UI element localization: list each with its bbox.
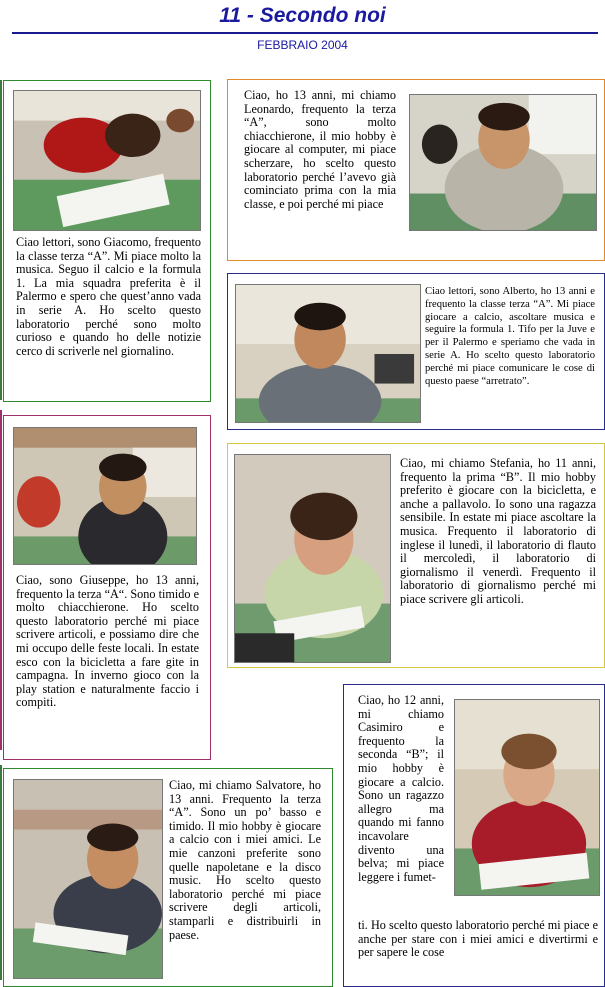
article-text-alberto: Ciao lettori, sono Alberto, ho 13 anni e frequento la classe terza “A”. Mi piace giocare a calcio, ascoltare musica e seguire la formula 1. Tifo per la Juve e per il Palermo e speriamo che vada in serie A. Ho scelto questo laboratorio perché mi piace comunicare le cose di questo paese “arretrato”. (425, 286, 595, 387)
article-text-salvatore: Ciao, mi chiamo Salvatore, ho 13 anni. Frequento la terza “A”. Sono un po’ basso e timido. Il mio hobby è giocare a calcio con i miei amici. Le mie canzoni preferite sono quelle napoletane e la disco music. Ho scelto questo laboratorio perché mi piace scrivere degli articoli, stamparli e distribuirli in paese. (169, 778, 321, 942)
article-text-stefania: Ciao, mi chiamo Stefania, ho 11 anni, frequento la prima “B”. Il mio hobby preferito è giocare con la bicicletta, e anche a pallavolo. Io sono una ragazza sensibile. In estate mi piace ascoltare la musica. Frequento il laboratorio di inglese il lunedì, il laboratorio di flauto il mercoledì, il laboratorio di giornalismo il venerdì. Frequento il laboratorio di giornalismo perché mi piace scrivere gli articoli. (400, 456, 596, 606)
article-text-giuseppe: Ciao, sono Giuseppe, ho 13 anni, frequento la terza “A“. Sono timido e molto chiacchierone. Ho scelto questo laboratorio perché mi piace scrivere articoli, e possiamo dire che mi occupo delle feste locali. In estate esco con la bicicletta a fare gite in campagna. In inverno gioco con la play station e naturalmente faccio i compiti. (16, 573, 199, 710)
photo-stefania (234, 454, 391, 663)
photo-giuseppe (13, 427, 197, 565)
article-text-casimiro-bottom: ti. Ho scelto questo laboratorio perché mi piace e anche per stare con i miei amici e divertirmi e per sapere le cose (358, 918, 598, 960)
photo-alberto (235, 284, 421, 423)
article-text-leonardo: Ciao, ho 13 anni, mi chiamo Leonardo, frequento la terza “A”, sono molto chiacchierone, il mio hobby è giocare al computer, mi piace scherzare, ho scelto questo laboratorio perché l’avevo già cominciato prima con la mia classe, e poi perché mi piace (244, 88, 396, 211)
article-leonardo (227, 79, 605, 261)
page-title: 11 - Secondo noi (219, 4, 386, 27)
photo-casimiro (454, 699, 600, 896)
article-giuseppe (3, 415, 211, 760)
article-giacomo (3, 80, 211, 402)
issue-date: FEBBRAIO 2004 (257, 38, 348, 52)
article-salvatore (3, 768, 333, 987)
photo-salvatore (13, 779, 163, 979)
left-edge-strip (0, 80, 2, 400)
article-text-casimiro-top: Ciao, ho 12 anni, mi chiamo Casimiro e frequento la seconda “B”; il mio hobby è giocare a calcio. Sono un ragazzo allegro ma quando mi fanno incavolare divento una belva; mi piace leggere i fumet- (358, 693, 444, 884)
article-casimiro (343, 684, 605, 987)
article-stefania (227, 443, 605, 668)
photo-giacomo (13, 90, 201, 231)
photo-leonardo (409, 94, 597, 231)
article-alberto (227, 273, 605, 430)
title-rule (12, 32, 598, 34)
left-edge-strip (0, 765, 2, 980)
left-edge-strip (0, 410, 2, 750)
article-text-giacomo: Ciao lettori, sono Giacomo, frequento la classe terza “A”. Mi piace molto la musica. Seguo il calcio e la formula 1. La mia squadra preferita è il Palermo e spero che quest’anno vada in serie A. Ho scelto questo laboratorio perché sono molto curioso e quando ho delle notizie cerco di scriverle nel giornalino. (16, 235, 201, 358)
